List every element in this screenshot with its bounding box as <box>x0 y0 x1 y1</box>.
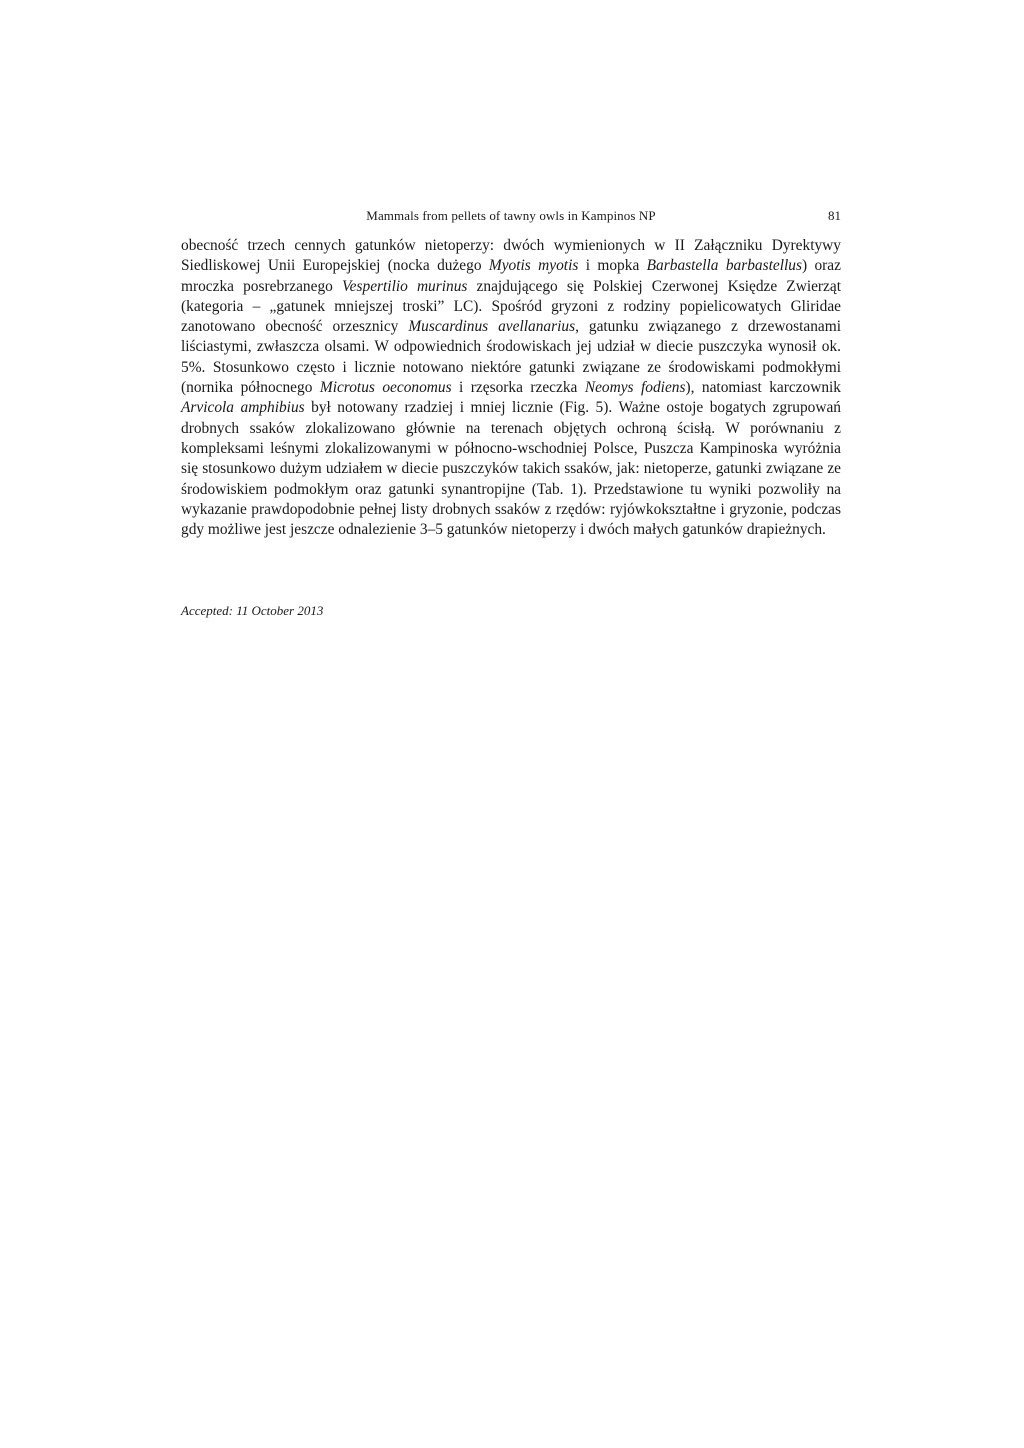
running-header <box>181 208 841 228</box>
text-run: ), natomiast karczownik <box>685 379 841 397</box>
text-run: i rzęsorka rzeczka <box>451 379 585 397</box>
species-name: Muscardinus avellanarius <box>408 318 576 336</box>
species-name: Myotis myotis <box>488 257 579 275</box>
text-run: był notowany rzadziej i mniej licznie (Fig. 5). Ważne ostoje bogatych zgrupowań drobnych ssaków zlokalizowano głównie na terenach objętych ochroną ścisłą. W porównaniu z kompleksami leśnymi zlokalizowanymi w północno-wschodniej Polsce, Puszcza Kampinoska wyróżnia się stosunkowo dużym udziałem w diecie puszczyków takich ssaków, jak: nietoperze, gatunki związane ze środowiskiem podmokłym oraz gatunki synantropijne (Tab. 1). Przedstawione tu wyniki pozwoliły na wykazanie prawdopodobnie pełnej listy drobnych ssaków z rzędów: ryjówkokształtne i gryzonie, podczas gdy możliwe jest jeszcze odnalezienie 3–5 gatunków nietoperzy i dwóch małych gatunków drapieżnych. <box>181 399 841 539</box>
text-run: , gatunku związanego z drzewostanami liściastymi, zwłaszcza olsami. W odpowiednich środowiskach jej udział w diecie puszczyka wynosił ok. 5%. Stosunkowo często i licznie notowano niektóre gatunki związane ze środowiskami podmokłymi (nornika północnego <box>181 318 841 397</box>
species-name: Vespertilio murinus <box>341 277 468 295</box>
body-paragraph <box>181 236 841 540</box>
text-run: ) oraz mroczka posrebrzanego <box>181 257 841 295</box>
species-name: Barbastella barbastellus <box>646 257 802 275</box>
text-run: znajdującego się Polskiej Czerwonej Księdze Zwierząt (kategoria – „gatunek mniejszej troski” LC). Spośród gryzoni z rodziny popielicowatych Gliridae zanotowano obecność orzesznicy <box>181 277 841 336</box>
page-number: 81 <box>828 208 841 223</box>
species-name: Neomys fodiens <box>584 379 686 397</box>
text-run: obecność trzech cennych gatunków nietoperzy: dwóch wymienionych w II Załączniku Dyrektywy Siedliskowej Unii Europejskiej (nocka dużego <box>181 237 841 275</box>
species-name: Microtus oeconomus <box>319 379 452 397</box>
species-name: Arvicola amphibius <box>181 399 305 417</box>
running-title: Mammals from pellets of tawny owls in Kampinos NP <box>366 208 656 223</box>
accepted-date: Accepted: 11 October 2013 <box>181 603 324 618</box>
text-run: i mopka <box>578 257 647 275</box>
